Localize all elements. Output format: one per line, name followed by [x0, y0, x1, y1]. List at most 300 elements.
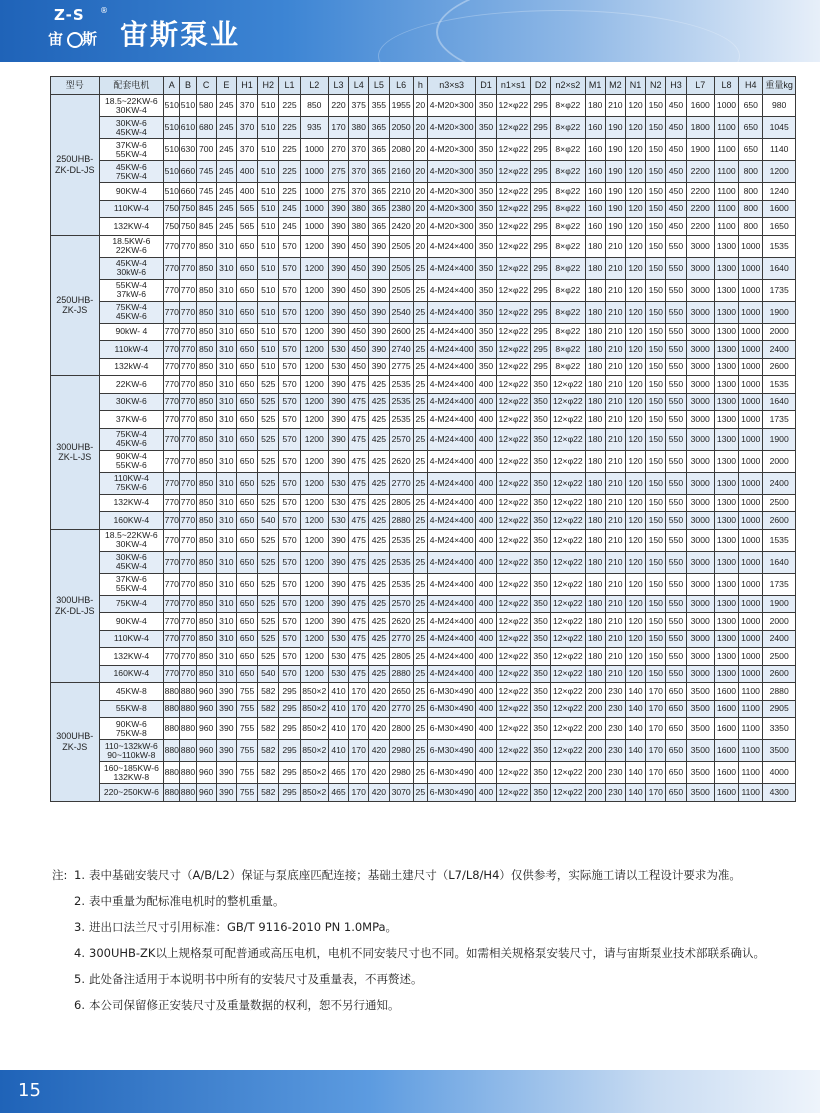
table-cell: 750	[180, 218, 196, 236]
table-cell: 960	[196, 784, 216, 802]
table-cell: 25	[413, 630, 427, 648]
table-cell: 1000	[739, 472, 763, 494]
table-cell: 425	[369, 393, 389, 411]
table-cell: 1735	[763, 411, 796, 429]
table-cell: 770	[164, 551, 180, 573]
table-cell: 2600	[389, 323, 413, 341]
table-cell: 1300	[714, 665, 738, 683]
table-cell: 180	[585, 323, 605, 341]
table-cell: 180	[585, 472, 605, 494]
table-cell: 755	[236, 762, 257, 784]
table-cell: 800	[739, 183, 763, 201]
table-cell: 1300	[714, 411, 738, 429]
column-header: L4	[349, 77, 369, 95]
table-cell: 570	[279, 512, 300, 530]
table-cell: 2400	[763, 630, 796, 648]
table-cell: 6-M30×490	[427, 700, 476, 718]
table-cell: 2650	[389, 683, 413, 701]
model-cell: 250UHB-ZK-DL-JS	[51, 95, 100, 236]
table-row	[51, 341, 796, 359]
table-cell: 12×φ22	[551, 512, 585, 530]
note-item	[52, 914, 802, 940]
table-cell: 420	[369, 740, 389, 762]
table-cell: 8×φ22	[551, 257, 585, 279]
table-cell: 1300	[714, 257, 738, 279]
table-cell: 1600	[714, 784, 738, 802]
table-cell: 1600	[714, 762, 738, 784]
table-row	[51, 762, 796, 784]
table-cell: 550	[666, 358, 686, 376]
table-row	[51, 358, 796, 376]
table-cell: 295	[530, 218, 550, 236]
table-cell: 1300	[714, 613, 738, 631]
table-cell: 225	[279, 183, 300, 201]
column-header: H4	[739, 77, 763, 95]
table-cell: 550	[666, 428, 686, 450]
table-cell: 1100	[714, 139, 738, 161]
logo-char-right: 斯	[82, 30, 98, 48]
table-cell: 770	[180, 630, 196, 648]
table-cell: 390	[328, 573, 348, 595]
table-cell: 12×φ22	[496, 393, 530, 411]
table-cell: 650	[236, 428, 257, 450]
table-cell: 350	[530, 472, 550, 494]
table-row	[51, 411, 796, 429]
motor-cell: 37KW-6	[99, 411, 164, 429]
column-header: n3×s3	[427, 77, 476, 95]
table-cell: 850	[196, 376, 216, 394]
note-item	[52, 940, 802, 966]
table-cell: 400	[476, 718, 496, 740]
table-cell: 1200	[300, 494, 328, 512]
table-cell: 525	[258, 613, 279, 631]
table-cell: 25	[413, 762, 427, 784]
table-cell: 565	[236, 218, 257, 236]
table-cell: 2775	[389, 358, 413, 376]
note-text: 表中重量为配标准电机时的整机重量。	[89, 894, 285, 908]
table-cell: 2000	[763, 323, 796, 341]
table-cell: 400	[476, 613, 496, 631]
table-cell: 12×φ22	[551, 376, 585, 394]
table-cell: 4-M24×400	[427, 301, 476, 323]
table-cell: 1200	[300, 529, 328, 551]
table-cell: 390	[328, 551, 348, 573]
table-cell: 1200	[300, 551, 328, 573]
table-cell: 1300	[714, 551, 738, 573]
table-cell: 570	[279, 428, 300, 450]
column-header: L1	[279, 77, 300, 95]
table-cell: 1000	[739, 376, 763, 394]
table-cell: 770	[180, 472, 196, 494]
motor-cell: 160KW-4	[99, 512, 164, 530]
table-cell: 2500	[763, 494, 796, 512]
table-cell: 1000	[739, 235, 763, 257]
table-cell: 150	[646, 218, 666, 236]
table-cell: 295	[279, 762, 300, 784]
note-number: 3.	[74, 920, 85, 934]
table-cell: 230	[605, 683, 625, 701]
table-cell: 295	[279, 784, 300, 802]
table-cell: 570	[279, 573, 300, 595]
column-header: 配套电机	[99, 77, 164, 95]
table-cell: 960	[196, 683, 216, 701]
table-cell: 4-M24×400	[427, 323, 476, 341]
table-cell: 650	[236, 648, 257, 666]
table-cell: 390	[328, 257, 348, 279]
table-cell: 550	[666, 393, 686, 411]
table-cell: 310	[216, 573, 236, 595]
table-cell: 12×φ22	[551, 393, 585, 411]
table-cell: 400	[476, 648, 496, 666]
note-text: 表中基础安装尺寸（A/B/L2）保证与泵底座匹配连接；基础土建尺寸（L7/L8/H4）仅供参考，实际施工请以工程设计要求为准。	[89, 868, 741, 882]
table-cell: 3500	[686, 740, 714, 762]
table-cell: 510	[258, 257, 279, 279]
table-cell: 12×φ22	[496, 613, 530, 631]
table-cell: 150	[646, 376, 666, 394]
motor-cell: 220~250KW-6	[99, 784, 164, 802]
table-cell: 475	[349, 450, 369, 472]
column-header: E	[216, 77, 236, 95]
table-cell: 8×φ22	[551, 323, 585, 341]
table-cell: 1000	[739, 595, 763, 613]
table-cell: 3000	[686, 613, 714, 631]
table-cell: 295	[530, 341, 550, 359]
table-cell: 4-M20×300	[427, 200, 476, 218]
note-number: 6.	[74, 998, 85, 1012]
table-cell: 390	[328, 411, 348, 429]
note-item	[52, 992, 802, 1018]
table-cell: 410	[328, 700, 348, 718]
table-cell: 170	[646, 784, 666, 802]
table-cell: 390	[328, 376, 348, 394]
table-cell: 850	[196, 494, 216, 512]
column-header: L8	[714, 77, 738, 95]
table-cell: 12×φ22	[496, 551, 530, 573]
table-cell: 1200	[300, 393, 328, 411]
table-row	[51, 200, 796, 218]
table-cell: 210	[605, 512, 625, 530]
table-cell: 450	[349, 341, 369, 359]
table-cell: 6-M30×490	[427, 762, 476, 784]
table-cell: 12×φ22	[551, 683, 585, 701]
table-cell: 680	[196, 117, 216, 139]
table-cell: 1100	[739, 740, 763, 762]
table-cell: 4-M24×400	[427, 279, 476, 301]
table-cell: 25	[413, 411, 427, 429]
table-cell: 1735	[763, 573, 796, 595]
table-cell: 1535	[763, 235, 796, 257]
table-cell: 120	[625, 376, 645, 394]
table-cell: 310	[216, 648, 236, 666]
table-cell: 525	[258, 428, 279, 450]
spec-table	[50, 76, 796, 802]
table-cell: 3500	[686, 718, 714, 740]
table-cell: 1000	[739, 551, 763, 573]
column-header: L5	[369, 77, 389, 95]
note-item	[52, 862, 802, 888]
table-cell: 475	[349, 393, 369, 411]
table-cell: 180	[585, 512, 605, 530]
table-cell: 550	[666, 235, 686, 257]
table-cell: 550	[666, 376, 686, 394]
column-header: H3	[666, 77, 686, 95]
table-cell: 12×φ22	[496, 718, 530, 740]
table-cell: 1100	[714, 200, 738, 218]
table-cell: 12×φ22	[496, 235, 530, 257]
table-cell: 770	[164, 323, 180, 341]
table-cell: 750	[164, 200, 180, 218]
table-cell: 650	[236, 358, 257, 376]
table-cell: 390	[328, 323, 348, 341]
table-cell: 450	[666, 183, 686, 201]
table-cell: 650	[236, 279, 257, 301]
table-cell: 650	[236, 529, 257, 551]
table-cell: 650	[236, 630, 257, 648]
table-cell: 25	[413, 648, 427, 666]
table-cell: 12×φ22	[496, 740, 530, 762]
table-cell: 4-M20×300	[427, 95, 476, 117]
table-cell: 210	[605, 257, 625, 279]
table-cell: 150	[646, 595, 666, 613]
table-cell: 2505	[389, 235, 413, 257]
table-cell: 650	[666, 700, 686, 718]
table-cell: 2770	[389, 700, 413, 718]
table-cell: 582	[258, 700, 279, 718]
table-cell: 25	[413, 573, 427, 595]
table-cell: 650	[236, 494, 257, 512]
table-cell: 365	[369, 117, 389, 139]
table-cell: 12×φ22	[496, 648, 530, 666]
table-cell: 180	[585, 257, 605, 279]
table-cell: 2400	[763, 472, 796, 494]
table-cell: 2905	[763, 700, 796, 718]
table-cell: 510	[258, 323, 279, 341]
table-cell: 275	[328, 183, 348, 201]
table-cell: 150	[646, 139, 666, 161]
table-cell: 350	[530, 595, 550, 613]
table-cell: 120	[625, 613, 645, 631]
table-cell: 1100	[714, 117, 738, 139]
motor-cell: 110KW-4	[99, 200, 164, 218]
table-cell: 880	[164, 683, 180, 701]
table-cell: 770	[180, 648, 196, 666]
table-cell: 230	[605, 700, 625, 718]
table-cell: 1000	[300, 139, 328, 161]
table-cell: 550	[666, 595, 686, 613]
table-cell: 390	[328, 235, 348, 257]
table-cell: 530	[328, 512, 348, 530]
note-text: 此处备注适用于本说明书中所有的安装尺寸及重量表，不再赘述。	[89, 972, 423, 986]
table-cell: 650	[236, 665, 257, 683]
table-cell: 120	[625, 323, 645, 341]
table-cell: 425	[369, 613, 389, 631]
table-cell: 550	[666, 648, 686, 666]
table-cell: 770	[164, 301, 180, 323]
table-cell: 170	[349, 700, 369, 718]
motor-cell: 55KW-4 37kW-6	[99, 279, 164, 301]
table-cell: 850	[196, 595, 216, 613]
table-cell: 770	[164, 613, 180, 631]
table-cell: 540	[258, 665, 279, 683]
table-cell: 845	[196, 218, 216, 236]
table-cell: 850	[196, 648, 216, 666]
logo-circle-icon	[67, 32, 83, 48]
table-cell: 650	[666, 718, 686, 740]
table-cell: 510	[164, 117, 180, 139]
table-cell: 350	[530, 700, 550, 718]
table-cell: 12×φ22	[496, 683, 530, 701]
column-header: A	[164, 77, 180, 95]
column-header: L7	[686, 77, 714, 95]
logo-letters: Z-S	[54, 6, 85, 24]
table-cell: 1000	[300, 200, 328, 218]
table-cell: 4-M24×400	[427, 358, 476, 376]
table-cell: 210	[605, 428, 625, 450]
note-item	[52, 888, 802, 914]
table-cell: 390	[328, 393, 348, 411]
table-cell: 210	[605, 595, 625, 613]
table-cell: 770	[164, 393, 180, 411]
table-cell: 650	[236, 341, 257, 359]
motor-cell: 110~132kW-6 90~110kW-8	[99, 740, 164, 762]
table-cell: 12×φ22	[496, 494, 530, 512]
table-cell: 3000	[686, 665, 714, 683]
table-cell: 12×φ22	[551, 411, 585, 429]
table-cell: 1000	[739, 428, 763, 450]
table-cell: 25	[413, 301, 427, 323]
table-cell: 190	[605, 200, 625, 218]
table-cell: 2050	[389, 117, 413, 139]
table-cell: 12×φ22	[496, 279, 530, 301]
table-cell: 1300	[714, 595, 738, 613]
table-row	[51, 257, 796, 279]
table-cell: 4300	[763, 784, 796, 802]
table-cell: 120	[625, 648, 645, 666]
table-cell: 295	[530, 161, 550, 183]
table-cell: 3000	[686, 393, 714, 411]
table-cell: 390	[328, 428, 348, 450]
table-cell: 310	[216, 279, 236, 301]
table-cell: 1535	[763, 376, 796, 394]
table-cell: 120	[625, 512, 645, 530]
table-cell: 475	[349, 494, 369, 512]
table-cell: 565	[236, 200, 257, 218]
table-cell: 310	[216, 529, 236, 551]
table-cell: 310	[216, 393, 236, 411]
table-cell: 425	[369, 648, 389, 666]
table-cell: 12×φ22	[551, 428, 585, 450]
table-cell: 3000	[686, 257, 714, 279]
table-cell: 12×φ22	[551, 472, 585, 494]
table-cell: 375	[349, 95, 369, 117]
table-row	[51, 139, 796, 161]
table-cell: 25	[413, 279, 427, 301]
table-cell: 400	[476, 512, 496, 530]
table-cell: 350	[530, 411, 550, 429]
table-cell: 150	[646, 512, 666, 530]
table-cell: 25	[413, 428, 427, 450]
column-header: n1×s1	[496, 77, 530, 95]
table-cell: 3500	[686, 784, 714, 802]
table-cell: 245	[216, 200, 236, 218]
column-header: n2×s2	[551, 77, 585, 95]
table-cell: 880	[180, 762, 196, 784]
logo-char-left: 宙	[48, 30, 64, 48]
table-cell: 4-M24×400	[427, 428, 476, 450]
table-cell: 245	[279, 218, 300, 236]
table-cell: 850	[196, 472, 216, 494]
table-cell: 550	[666, 257, 686, 279]
table-cell: 210	[605, 393, 625, 411]
table-cell: 1140	[763, 139, 796, 161]
table-cell: 355	[369, 95, 389, 117]
table-cell: 4-M20×300	[427, 139, 476, 161]
table-cell: 200	[585, 718, 605, 740]
table-cell: 410	[328, 740, 348, 762]
table-cell: 850	[196, 428, 216, 450]
table-cell: 8×φ22	[551, 200, 585, 218]
table-cell: 350	[476, 117, 496, 139]
table-cell: 770	[164, 411, 180, 429]
table-cell: 120	[625, 117, 645, 139]
table-cell: 3000	[686, 573, 714, 595]
table-cell: 2540	[389, 301, 413, 323]
table-cell: 210	[605, 494, 625, 512]
table-cell: 12×φ22	[551, 551, 585, 573]
table-cell: 420	[369, 762, 389, 784]
table-cell: 275	[328, 161, 348, 183]
table-cell: 1600	[714, 683, 738, 701]
motor-cell: 90kW- 4	[99, 323, 164, 341]
table-cell: 1100	[739, 784, 763, 802]
motor-cell: 45KW-6 75KW-4	[99, 161, 164, 183]
table-cell: 150	[646, 117, 666, 139]
table-cell: 510	[258, 358, 279, 376]
table-cell: 475	[349, 411, 369, 429]
table-cell: 755	[236, 683, 257, 701]
table-cell: 210	[605, 665, 625, 683]
table-cell: 350	[530, 376, 550, 394]
table-cell: 180	[585, 411, 605, 429]
table-cell: 582	[258, 740, 279, 762]
table-cell: 8×φ22	[551, 218, 585, 236]
table-cell: 1045	[763, 117, 796, 139]
table-cell: 650	[236, 551, 257, 573]
table-cell: 770	[180, 494, 196, 512]
table-cell: 12×φ22	[551, 784, 585, 802]
motor-cell: 75KW-4 45KW-6	[99, 428, 164, 450]
table-cell: 3000	[686, 630, 714, 648]
table-cell: 770	[164, 257, 180, 279]
table-cell: 960	[196, 740, 216, 762]
table-cell: 770	[180, 613, 196, 631]
table-cell: 3000	[686, 235, 714, 257]
table-cell: 510	[258, 301, 279, 323]
table-cell: 120	[625, 200, 645, 218]
table-cell: 525	[258, 529, 279, 551]
table-row	[51, 529, 796, 551]
motor-cell: 132KW-4	[99, 648, 164, 666]
table-cell: 160	[585, 139, 605, 161]
table-cell: 650	[236, 512, 257, 530]
table-row	[51, 376, 796, 394]
table-cell: 770	[180, 512, 196, 530]
table-cell: 550	[666, 301, 686, 323]
table-cell: 120	[625, 301, 645, 323]
table-cell: 450	[349, 279, 369, 301]
table-cell: 850	[196, 301, 216, 323]
table-cell: 550	[666, 529, 686, 551]
